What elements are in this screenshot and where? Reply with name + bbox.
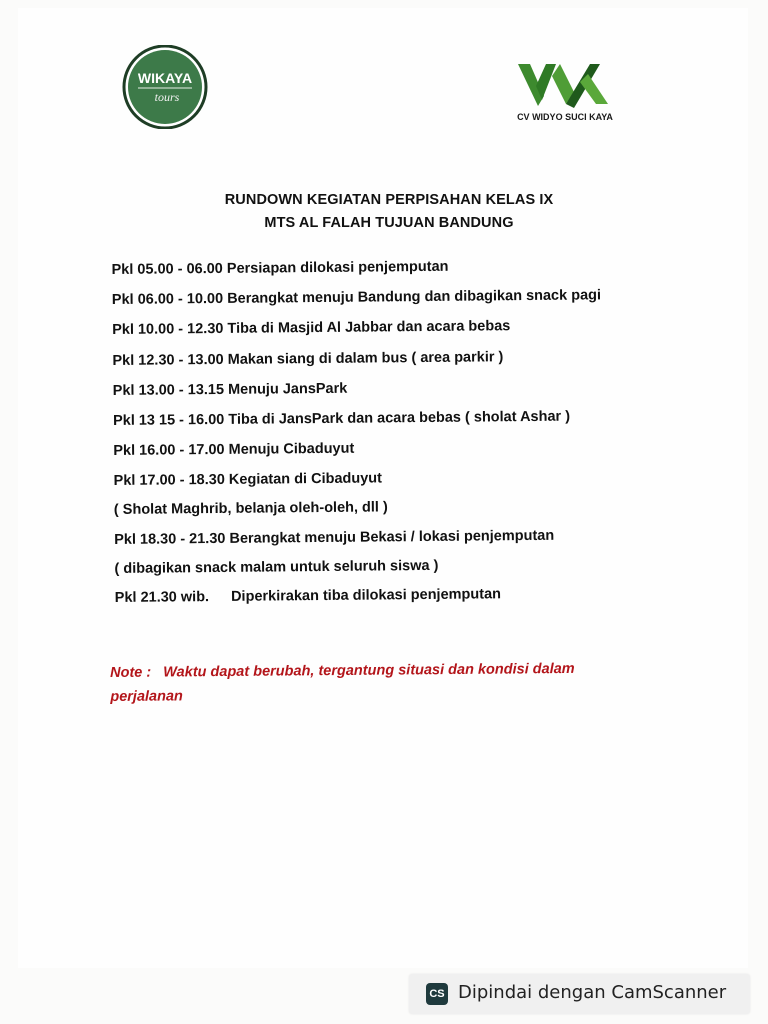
schedule-activity: Menuju Cibaduyut (228, 440, 355, 458)
schedule-item (113, 441, 354, 459)
schedule-activity: Berangkat menuju Bandung dan dibagikan snack pagi (227, 287, 602, 307)
schedule-activity: Tiba di JansPark dan acara bebas ( sholat Ashar ) (228, 408, 571, 428)
camscanner-icon: CS (426, 983, 448, 1005)
schedule-activity: ( Sholat Maghrib, belanja oleh-oleh, dll ) (113, 499, 388, 518)
schedule-activity: Kegiatan di Cibaduyut (228, 470, 383, 488)
schedule-item (114, 470, 383, 489)
schedule-activity: ( dibagikan snack malam untuk seluruh siswa ) (114, 557, 439, 577)
camscanner-text: Dipindai dengan CamScanner (458, 982, 727, 1003)
schedule-time: Pkl 17.00 - 18.30 (113, 471, 225, 489)
schedule-time: Pkl 13 15 - 16.00 (112, 411, 225, 429)
document-subtitle: MTS AL FALAH TUJUAN BANDUNG (264, 215, 514, 231)
schedule-time: Pkl 10.00 - 12.30 (112, 320, 224, 338)
note-body: Waktu dapat berubah, tergantung situasi dan kondisi dalam perjalanan (110, 660, 575, 705)
svg-text:WIKAYA: WIKAYA (137, 70, 193, 86)
company-caption: CV WIDYO SUCI KAYA (517, 112, 613, 122)
schedule-activity: Makan siang di dalam bus ( area parkir ) (227, 349, 504, 368)
schedule-activity: Diperkirakan tiba dilokasi penjemputan (230, 586, 502, 605)
schedule-item-note (114, 499, 388, 518)
wikaya-tours-logo (121, 45, 209, 129)
note-label: Note : (110, 664, 152, 681)
schedule-time: Pkl 12.30 - 13.00 (112, 351, 224, 369)
schedule-activity: Berangkat menuju Bekasi / lokasi penjemputan (229, 527, 555, 547)
note-text (110, 656, 630, 709)
schedule-activity: Persiapan dilokasi penjemputan (226, 258, 449, 277)
schedule-time: Pkl 13.00 - 13.15 (112, 381, 225, 399)
schedule-item-note (114, 558, 438, 577)
cv-widyo-suci-kaya-logo (500, 58, 630, 128)
camscanner-watermark (409, 974, 750, 1014)
schedule-activity: Menuju JansPark (227, 380, 348, 398)
schedule-item (112, 259, 449, 278)
schedule-time: Pkl 21.30 wib. (114, 589, 210, 606)
schedule-time: Pkl 05.00 - 06.00 (111, 260, 223, 278)
schedule-activity: Tiba di Masjid Al Jabbar dan acara bebas (227, 318, 511, 337)
schedule-item (113, 381, 348, 399)
schedule-time: Pkl 16.00 - 17.00 (113, 441, 225, 459)
svg-text:tours: tours (154, 90, 180, 104)
schedule-time: Pkl 18.30 - 21.30 (114, 530, 226, 548)
schedule-time: Pkl 06.00 - 10.00 (111, 290, 224, 308)
document-title: RUNDOWN KEGIATAN PERPISAHAN KELAS IX (224, 192, 554, 208)
